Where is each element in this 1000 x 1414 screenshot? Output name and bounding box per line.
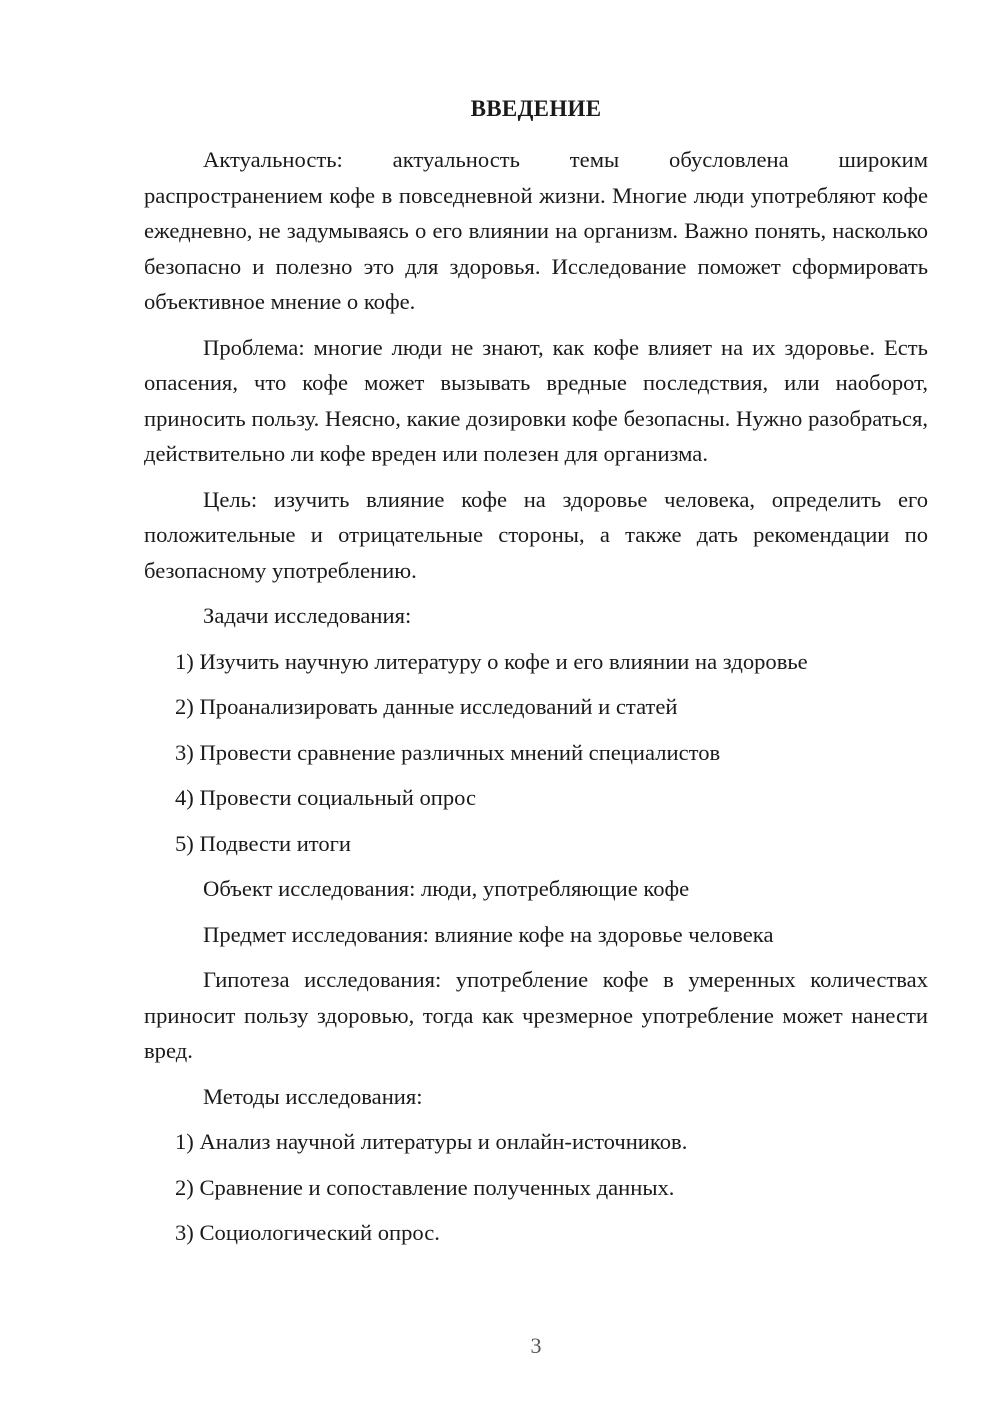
problem-paragraph: Проблема: многие люди не знают, как кофе влияет на их здоровье. Есть опасения, что кофе может вызывать вредные последствия, или наоборот, приносить пользу. Неясно, какие дозировки кофе безопасны. Нужно разобраться, действительно ли кофе вреден или полезен для организма. [144, 334, 928, 466]
goal-paragraph: Цель: изучить влияние кофе на здоровье человека, определить его положительные и отрицательные стороны, а также дать рекомендации по безопасному употреблению. [144, 486, 928, 583]
object-paragraph: Объект исследования: люди, употребляющие кофе [203, 876, 690, 901]
hypothesis-paragraph: Гипотеза исследования: употребление кофе в умеренных количествах приносит пользу здоровью, тогда как чрезмерное употребление может нанести вред. [144, 967, 928, 1063]
relevance-paragraph: Актуальность: актуальность темы обусловлена широким распространением кофе в повседневной жизни. Многие люди употребляют кофе ежедневно, не задумываясь о его влиянии на организм. Важно понять, насколько безопасно и полезно это для здоровья. Исследование поможет сформировать объективное мнение о кофе. [144, 147, 928, 314]
methods-title: Методы исследования: [203, 1083, 423, 1109]
method-item: 1) Анализ научной литературы и онлайн-источников. [175, 1129, 688, 1154]
task-item: 3) Провести сравнение различных мнений специалистов [175, 739, 721, 765]
method-item: 3) Социологический опрос. [175, 1220, 440, 1245]
task-item: 4) Провести социальный опрос [175, 785, 477, 810]
page-heading: ВВЕДЕНИЕ [470, 96, 602, 121]
page-number: 3 [530, 1333, 542, 1358]
task-item: 5) Подвести итоги [175, 830, 352, 856]
tasks-title: Задачи исследования: [203, 603, 412, 628]
task-item: 1) Изучить научную литературу о кофе и его влиянии на здоровье [175, 648, 808, 674]
methods-list [144, 1124, 928, 1251]
subject-paragraph: Предмет исследования: влияние кофе на здоровье человека [203, 921, 774, 947]
method-item: 2) Сравнение и сопоставление полученных данных. [175, 1174, 675, 1200]
document-body [144, 142, 928, 1251]
tasks-list [144, 644, 928, 862]
task-item: 2) Проанализировать данные исследований и статей [175, 694, 678, 719]
